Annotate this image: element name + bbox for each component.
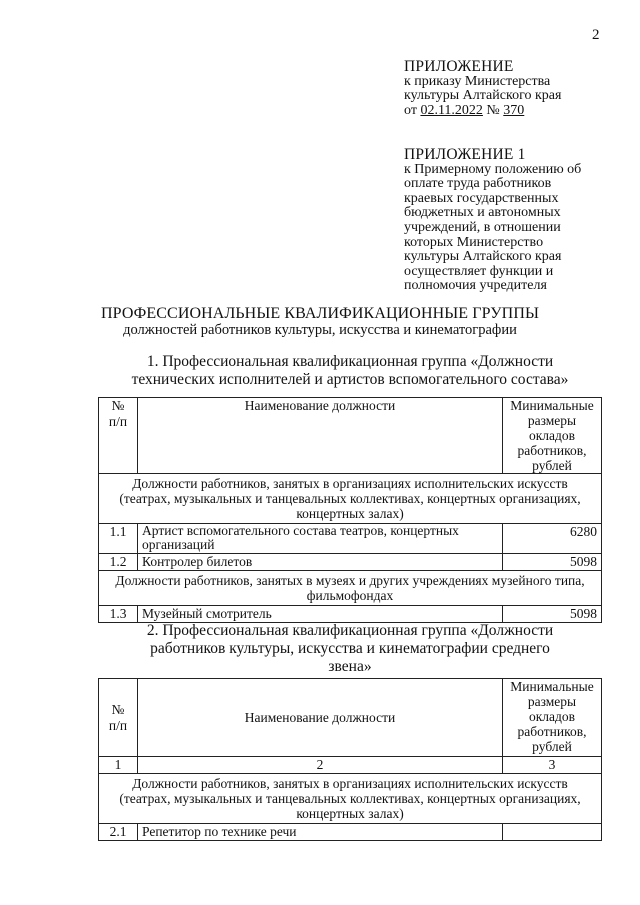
header-num <box>99 398 138 474</box>
document-subtitle: должностей работников культуры, искусства и кинематографии <box>123 322 517 338</box>
group-1-title <box>120 353 580 389</box>
table-header-row <box>99 398 602 474</box>
date-prefix: от <box>404 102 417 118</box>
group-2-table <box>98 678 602 841</box>
section-label: Должности работников, занятых в музеях и других учреждениях музейного типа, фильмофондах <box>99 571 602 606</box>
header-num-line: п/п <box>108 717 128 733</box>
row-name: Артист вспомогательного состава театров, концертных организаций <box>138 524 503 554</box>
section-label: Должности работников, занятых в организациях исполнительских искусств (театрах, музыкальных и танцевальных коллективах, концертных организациях, концертных залах) <box>99 774 602 824</box>
column-number-row <box>99 757 602 774</box>
table-row <box>99 824 602 841</box>
table-row <box>99 524 602 554</box>
appendix-line: к приказу Министерства <box>404 73 551 89</box>
appendix-line: полномочия учредителя <box>404 278 547 294</box>
header-name: Наименование должности <box>138 398 503 474</box>
appendix-line: оплате труда работников <box>404 176 552 192</box>
row-name: Репетитор по технике речи <box>138 824 503 841</box>
header-salary: Минимальные размеры окладов работников, рублей <box>503 679 602 757</box>
row-num: 1.3 <box>99 606 138 623</box>
row-name: Музейный смотритель <box>138 606 503 623</box>
table-row <box>99 554 602 571</box>
order-number: 370 <box>503 102 525 118</box>
group-2-title <box>120 622 580 676</box>
column-number: 1 <box>99 757 138 774</box>
appendix-heading: ПРИЛОЖЕНИЕ <box>404 58 514 75</box>
group-1-table <box>98 397 602 623</box>
appendix-line: культуры Алтайского края <box>404 88 562 104</box>
appendix-order-block <box>404 60 561 118</box>
appendix-date-line <box>404 104 561 119</box>
appendix-line: к Примерному положению об <box>404 161 582 177</box>
appendix-regulation-block <box>404 148 604 294</box>
appendix-line: учреждений, в отношении <box>404 219 561 235</box>
section-label: Должности работников, занятых в организациях исполнительских искусств (театрах, музыкальных и танцевальных коллективах, концертных организациях, концертных залах) <box>99 474 602 524</box>
row-salary <box>503 824 602 841</box>
column-number: 2 <box>138 757 503 774</box>
row-num: 1.2 <box>99 554 138 571</box>
header-name: Наименование должности <box>138 679 503 757</box>
table-header-row <box>99 679 602 757</box>
column-number: 3 <box>503 757 602 774</box>
group-title-line: 1. Профессиональная квалификационная группа «Должности <box>146 353 554 370</box>
appendix-line: бюджетных и автономных <box>404 205 561 221</box>
table-row <box>99 606 602 623</box>
appendix-line: осуществляет функции и <box>404 263 554 279</box>
header-salary: Минимальные размеры окладов работников, рублей <box>503 398 602 474</box>
section-row <box>99 571 602 606</box>
row-num: 2.1 <box>99 824 138 841</box>
number-prefix: № <box>486 102 500 118</box>
appendix-line: культуры Алтайского края <box>404 249 562 265</box>
row-salary: 5098 <box>503 554 602 571</box>
group-title-line: работников культуры, искусства и кинематографии среднего <box>150 640 550 657</box>
appendix-heading: ПРИЛОЖЕНИЕ 1 <box>404 146 526 163</box>
row-num: 1.1 <box>99 524 138 554</box>
order-date: 02.11.2022 <box>420 102 483 118</box>
row-name: Контролер билетов <box>138 554 503 571</box>
section-row <box>99 774 602 824</box>
row-salary: 5098 <box>503 606 602 623</box>
row-salary: 6280 <box>503 524 602 554</box>
group-title-line: звена» <box>328 658 372 675</box>
header-num-line: п/п <box>108 414 128 429</box>
document-title: ПРОФЕССИОНАЛЬНЫЕ КВАЛИФИКАЦИОННЫЕ ГРУППЫ <box>100 305 540 322</box>
page-number: 2 <box>592 27 600 43</box>
header-num-line: № <box>111 398 125 413</box>
section-row <box>99 474 602 524</box>
header-num <box>99 679 138 757</box>
header-num-line: № <box>111 701 125 717</box>
group-title-line: 2. Профессиональная квалификационная группа «Должности <box>146 622 554 639</box>
group-title-line: технических исполнителей и артистов вспомогательного состава» <box>131 371 569 388</box>
appendix-line: которых Министерство <box>404 234 544 250</box>
appendix-line: краевых государственных <box>404 190 559 206</box>
